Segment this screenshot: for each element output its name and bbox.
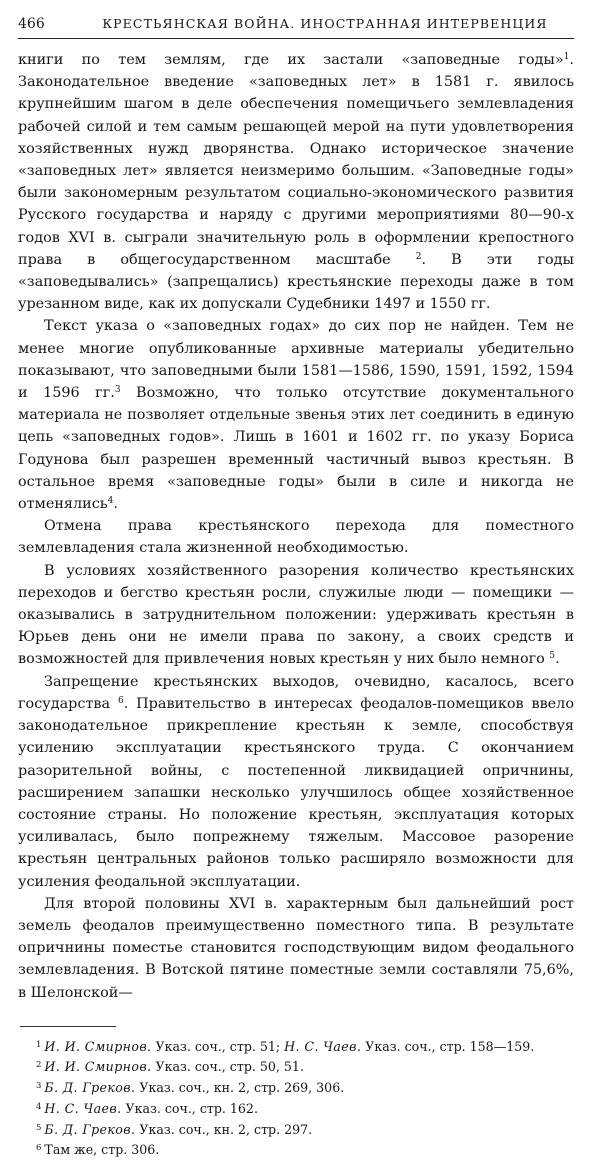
footnote-author: Н. С. Чаев. <box>44 1100 122 1116</box>
footnotes <box>18 1036 574 1160</box>
footnote-text: Указ. соч., стр. 162. <box>121 1100 258 1116</box>
footnote-mark: 2 <box>36 1060 42 1071</box>
footnote-author: И. И. Смирнов. <box>44 1038 152 1054</box>
footnote-author: Н. С. Чаев. <box>284 1038 362 1054</box>
paragraph <box>18 560 574 671</box>
footnote <box>36 1119 574 1140</box>
paragraph-text: Отмена права крестьянского перехода для поместного землевладения стала жизненной необходимостью. <box>18 518 574 557</box>
paragraph <box>18 671 574 893</box>
paragraph-text: . <box>113 496 118 513</box>
footnote <box>36 1139 574 1160</box>
footnote-ref[interactable]: 3 <box>114 385 121 396</box>
main-text <box>18 49 574 1004</box>
footnote-ref[interactable]: 5 <box>549 651 556 662</box>
footnote-text: Указ. соч., стр. 158—159. <box>361 1038 535 1054</box>
footnote <box>36 1056 574 1077</box>
footnote <box>36 1036 574 1057</box>
paragraph <box>18 49 574 315</box>
footnote-author: И. И. Смирнов. <box>44 1059 152 1075</box>
footnote-text: Указ. соч., кн. 2, стр. 297. <box>135 1121 313 1137</box>
footnote-mark: 5 <box>36 1122 42 1133</box>
paragraph-text: . <box>555 651 560 668</box>
footnote <box>36 1077 574 1098</box>
footnote-text: Указ. соч., кн. 2, стр. 269, 306. <box>135 1080 345 1096</box>
paragraph-text: . Законодательное введение «заповедных лет» в 1581 г. явилось крупнейшим шагом в деле обеспечения помещичьего землевладения рабочей силой и тем самым решающей мерой на пути удовлетворения хозяйственных нужд дворянства. Однако историческое значение «заповедных лет» является неизмеримо большим. «Заповедные годы» были закономерным результатом социально-экономического развития Русского государства и наряду с другими мероприятиями 80—90-х годов XVI в. сыграли значительную роль в оформлении крепостного права в общегосударственном масштабе <box>18 52 574 268</box>
footnote-author: Б. Д. Греков. <box>44 1080 136 1096</box>
paragraph-text: книги по тем землям, где их застали «заповедные годы» <box>18 52 564 68</box>
footnote-mark: 1 <box>36 1039 42 1050</box>
footnote-ref[interactable]: 2 <box>415 251 422 262</box>
footnote-ref[interactable]: 6 <box>117 695 124 706</box>
footnote-author: Б. Д. Греков. <box>44 1121 136 1137</box>
footnote-text: Там же, стр. 306. <box>44 1142 160 1158</box>
footnote-text: Указ. соч., стр. 50, 51. <box>151 1059 304 1075</box>
footnote-text: Указ. соч., стр. 51; <box>151 1038 285 1054</box>
footnote-ref[interactable]: 4 <box>107 496 114 507</box>
footnote-mark: 6 <box>36 1143 42 1154</box>
running-title: КРЕСТЬЯНСКАЯ ВОЙНА. ИНОСТРАННАЯ ИНТЕРВЕНЦИЯ <box>102 16 548 31</box>
running-header <box>18 16 574 39</box>
footnote-ref[interactable]: 1 <box>563 52 570 62</box>
paragraph <box>18 315 574 515</box>
footnote-mark: 4 <box>36 1101 42 1112</box>
paragraph <box>18 893 574 1004</box>
paragraph-text: . В эти годы «заповедывались» (запрещались) крестьянские переходы даже в том урезанном виде, как их допускали Судебники 1497 и 1550 гг. <box>18 251 574 313</box>
paragraph-text: . Правительство в интересах феодалов-помещиков ввело законодательное прикрепление крестьян к земле, способствуя усилению эксплуатации крестьянского труда. С окончанием разорительной войны, с постепенной ликвидацией опричнины, расширением запашки несколько улучшилось общее хозяйственное состояние страны. Но положение крестьян, эксплуатация которых усиливалась, было попрежнему тяжелым. Массовое разорение крестьян центральных районов только расширяло возможности для усиления феодальной эксплуатации. <box>18 695 574 890</box>
footnote-mark: 3 <box>36 1081 42 1092</box>
paragraph-text: Для второй половины XVI в. характерным был дальнейший рост земель феодалов преимущественно поместного типа. В результате опричнины поместье становится господствующим видом феодального землевладения. В Вотской пятине поместные земли составляли 75,6%, в Шелонской— <box>18 895 574 1001</box>
paragraph-text: Текст указа о «заповедных годах» до сих пор не найден. Тем не менее многие опубликованные архивные материалы убедительно показывают, что заповедными были 1581—1586, 1590, 1591, 1592, 1594 и 1596 гг. <box>18 318 574 402</box>
paragraph <box>18 515 574 559</box>
footnote <box>36 1098 574 1119</box>
paragraph-text: В условиях хозяйственного разорения количество крестьянских переходов и бегство крестьян росли, служилые люди — помещики — оказывались в затруднительном положении: удерживать крестьян в Юрьев день они не имели права по закону, а своих средств и возможностей для привлечения новых крестьян у них было немного <box>18 562 574 668</box>
footnote-separator <box>20 1026 116 1027</box>
paragraph-text: Запрещение крестьянских выходов, очевидно, касалось, всего государства <box>18 673 574 712</box>
paragraph-text: Возможно, что только отсутствие документального материала не позволяет отдельные звенья этих лет соединить в единую цепь «заповедных годов». Лишь в 1601 и 1602 гг. по указу Бориса Годунова был разрешен временный частичный вывоз крестьян. В остальное время «заповедные годы» были в силе и никогда не отменялись <box>18 385 574 513</box>
page-number: 466 <box>18 16 45 32</box>
